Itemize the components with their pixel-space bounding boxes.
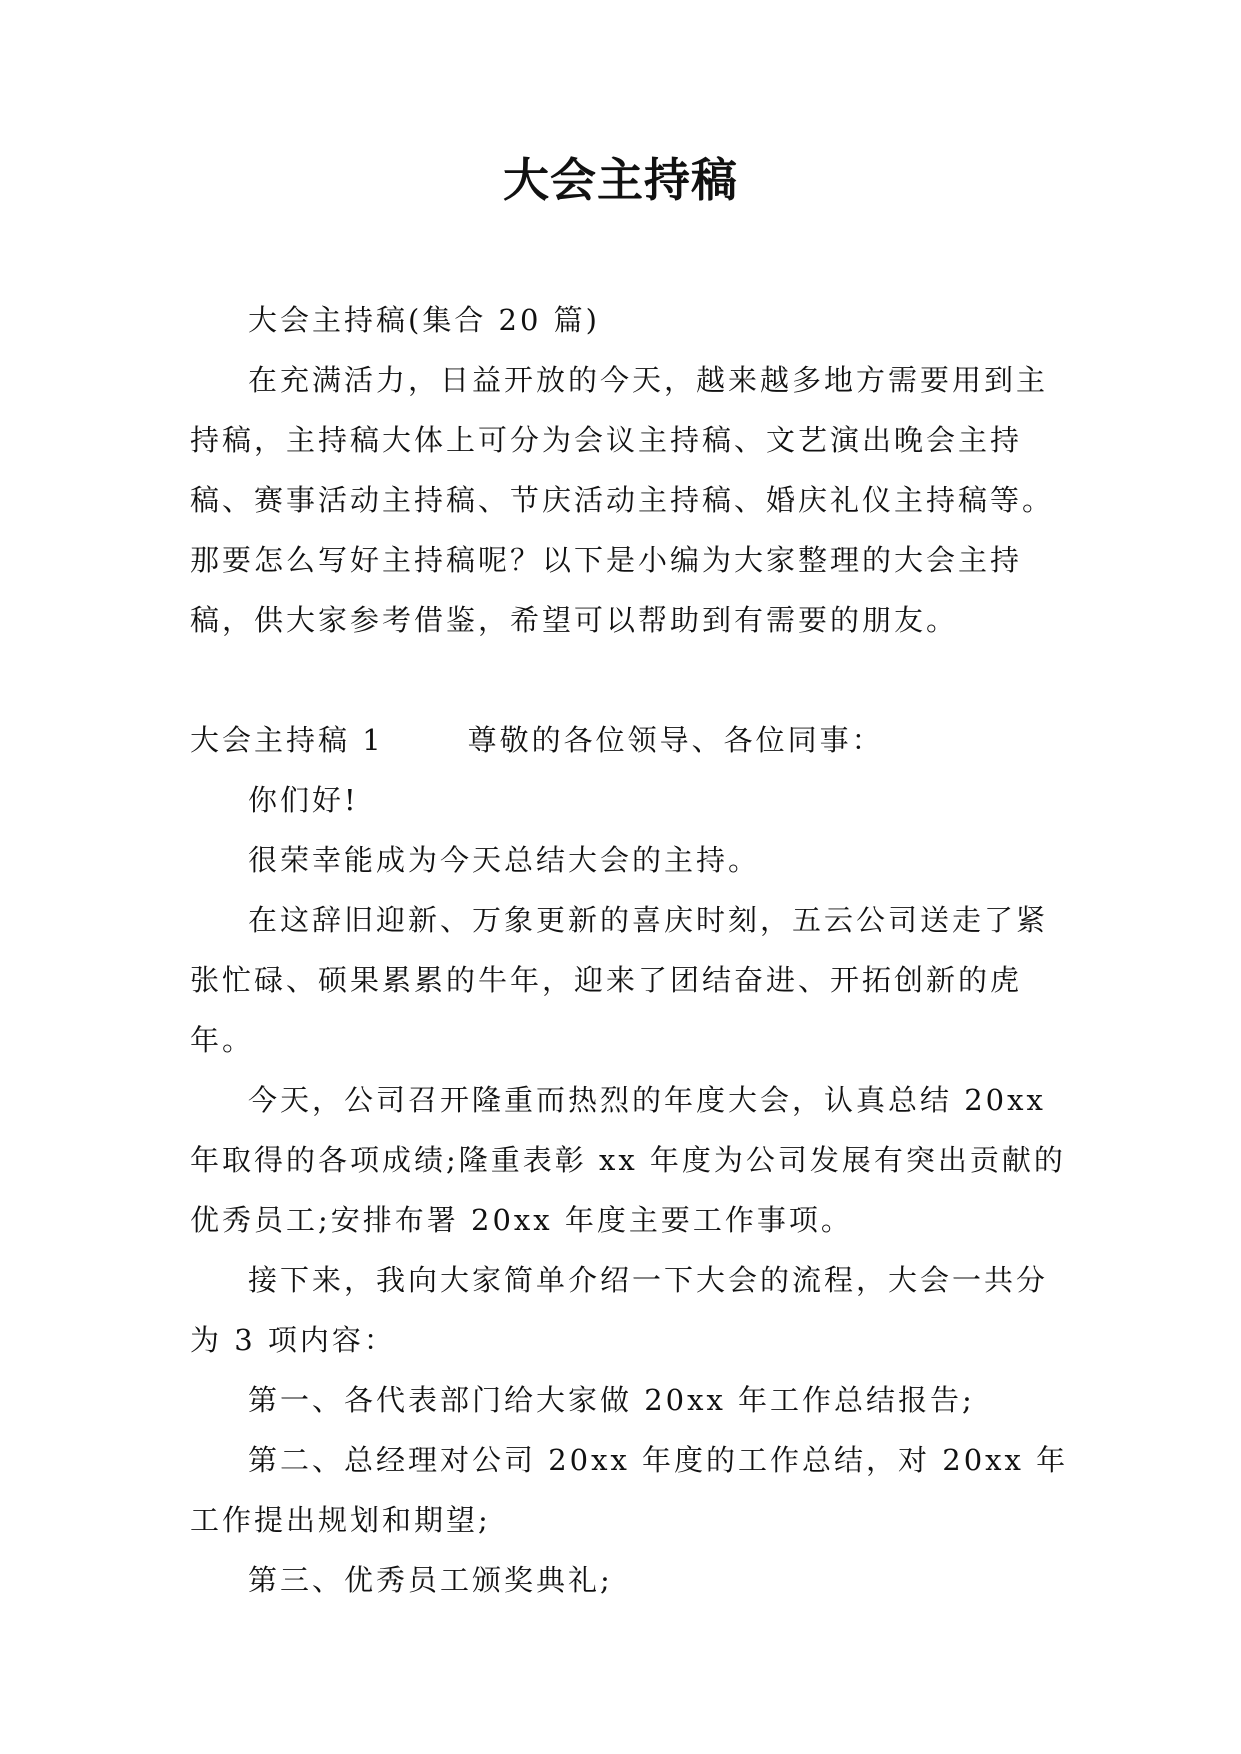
section-heading-line [190,710,1070,770]
document-title: 大会主持稿 [503,153,738,207]
paragraph-agenda-intro: 接下来，我向大家简单介绍一下大会的流程，大会一共分为 3 项内容： [190,1263,1049,1357]
agenda-item-1: 第一、各代表部门给大家做 20xx 年工作总结报告; [248,1383,975,1417]
document-body [190,290,1070,1610]
paragraph-honor: 很荣幸能成为今天总结大会的主持。 [248,843,761,877]
paragraph-new-year: 在这辞旧迎新、万象更新的喜庆时刻，五云公司送走了紧张忙碌、硕果累累的牛年，迎来了团结奋进、开拓创新的虎年。 [190,903,1049,1057]
agenda-item-2: 第二、总经理对公司 20xx 年度的工作总结，对 20xx 年工作提出规划和期望; [190,1443,1069,1537]
section-heading: 大会主持稿 1 [190,723,384,757]
paragraph-annual-meeting: 今天，公司召开隆重而热烈的年度大会，认真总结 20xx 年取得的各项成绩;隆重表彰 xx 年度为公司发展有突出贡献的优秀员工;安排布署 20xx 年度主要工作事项。 [190,1083,1066,1237]
section-gap [190,650,1070,710]
intro-paragraph: 在充满活力，日益开放的今天，越来越多地方需要用到主持稿，主持稿大体上可分为会议主持稿、文艺演出晚会主持稿、赛事活动主持稿、节庆活动主持稿、婚庆礼仪主持稿等。那要怎么写好主持稿呢？以下是小编为大家整理的大会主持稿，供大家参考借鉴，希望可以帮助到有需要的朋友。 [190,363,1055,637]
section-salutation: 尊敬的各位领导、各位同事： [467,723,884,757]
paragraph-greeting: 你们好! [248,783,359,817]
agenda-item-3: 第三、优秀员工颁奖典礼; [248,1563,613,1597]
document-subtitle: 大会主持稿(集合 20 篇) [248,303,600,337]
